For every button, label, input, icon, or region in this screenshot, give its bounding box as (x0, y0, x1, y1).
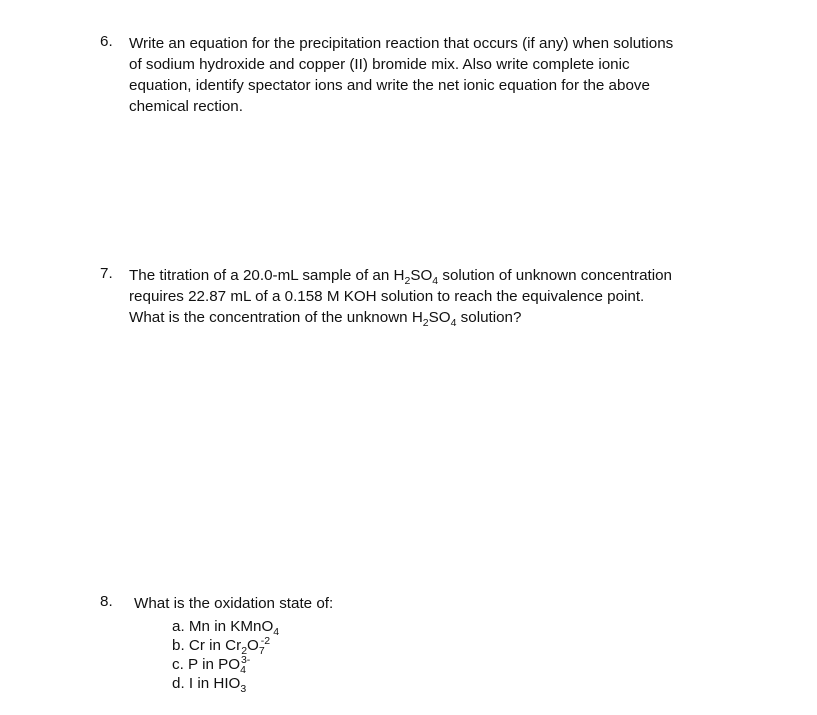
subscript: 4 (273, 626, 280, 638)
list-item (172, 674, 246, 693)
question-8-prompt: What is the oxidation state of: (134, 595, 334, 612)
subscript: 4 (432, 275, 439, 287)
question-7-number: 7. (100, 265, 113, 282)
question-7-line-1-end: solution of unknown concentration (438, 267, 672, 284)
subscript: 4 (450, 317, 457, 329)
subscript: 7 (258, 645, 265, 657)
question-8 (100, 593, 500, 693)
subscript: 4 (240, 664, 246, 676)
question-6-line-2: of sodium hydroxide and copper (II) bromide mix. Also write complete ionic (129, 56, 630, 73)
question-6 (100, 33, 800, 123)
formula-part: SO (410, 267, 433, 284)
superscript: 3- (240, 654, 251, 666)
question-7-line-1 (129, 265, 672, 286)
item-label: d. I in HIO (172, 675, 241, 692)
subscript: 2 (241, 645, 248, 657)
question-7-line-3-text: What is the concentration of the unknown H (129, 309, 423, 326)
question-7-line-1-text: The titration of a 20.0-mL sample of an H (129, 267, 405, 284)
subscript: 2 (404, 275, 411, 287)
item-label: a. Mn in KMnO (172, 618, 274, 635)
question-6-line-4: chemical rection. (129, 98, 243, 115)
list-item (172, 655, 250, 674)
item-label: b. Cr in Cr (172, 637, 242, 654)
question-6-line-1: Write an equation for the precipitation reaction that occurs (if any) when solutions (129, 35, 674, 52)
superscript: -2 (260, 635, 271, 647)
question-6-number: 6. (100, 33, 113, 50)
formula-part: O (247, 637, 259, 654)
item-label: c. P in PO (172, 656, 241, 673)
question-7-line-3 (129, 307, 521, 328)
question-7-line-3-end: solution? (456, 309, 522, 326)
question-7-line-2: requires 22.87 mL of a 0.158 M KOH solution to reach the equivalence point. (129, 288, 645, 305)
list-item (172, 636, 270, 655)
question-8-number: 8. (100, 593, 113, 610)
formula-part: SO (428, 309, 451, 326)
question-7 (100, 265, 800, 335)
list-item (172, 617, 279, 636)
subscript: 2 (422, 317, 429, 329)
subscript: 3 (240, 683, 247, 695)
question-6-line-3: equation, identify spectator ions and write the net ionic equation for the above (129, 77, 650, 94)
